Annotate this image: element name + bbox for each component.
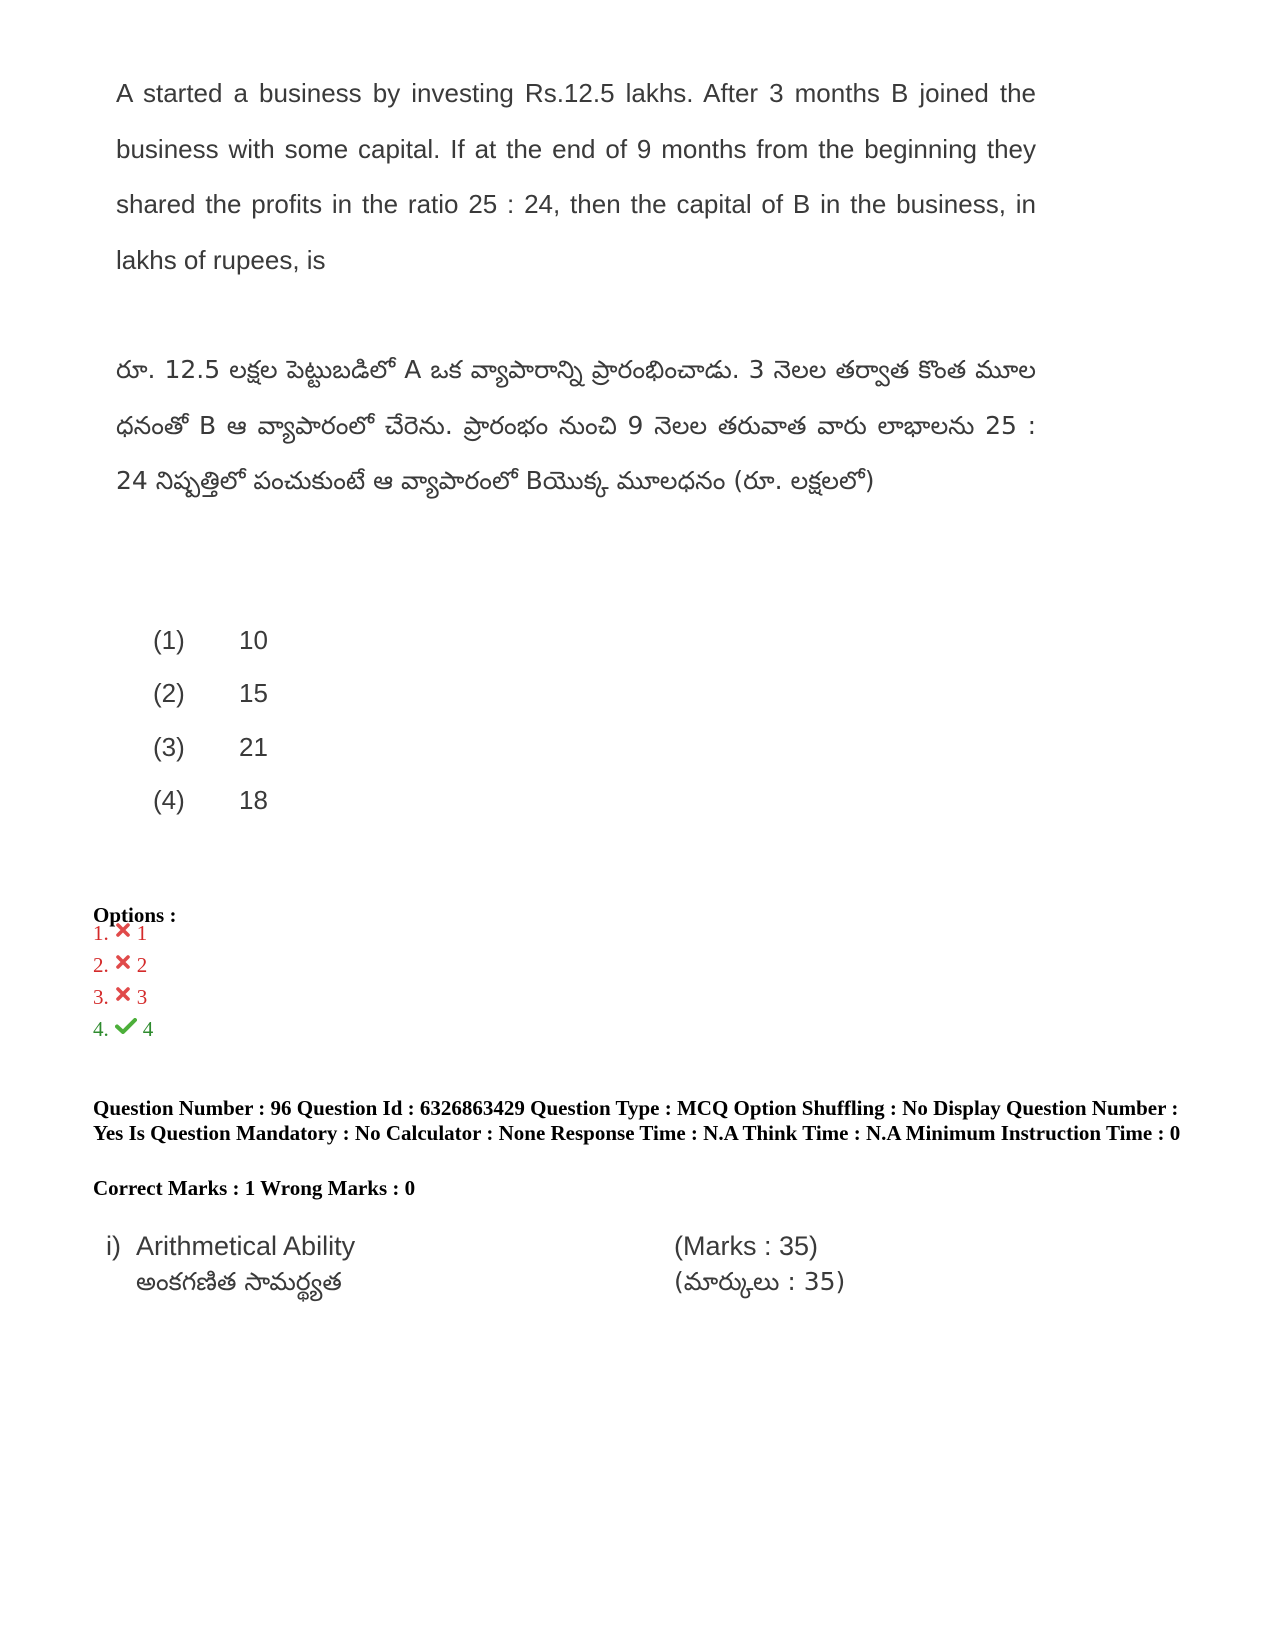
cross-icon xyxy=(115,922,131,938)
option-label: 2 xyxy=(136,953,148,977)
choice-value: 21 xyxy=(239,732,268,762)
choice-number: (1) xyxy=(153,625,185,655)
option-label: 4 xyxy=(142,1017,154,1041)
choice-value: 10 xyxy=(239,625,268,655)
option-label: 3 xyxy=(136,985,148,1009)
cross-icon xyxy=(115,954,131,970)
section-index: i) xyxy=(106,1231,121,1261)
option-item-1 xyxy=(93,920,147,946)
marks-info: Correct Marks : 1 Wrong Marks : 0 xyxy=(93,1176,416,1200)
choice-number: (2) xyxy=(153,678,185,708)
check-icon xyxy=(115,1018,137,1034)
section-title-english: Arithmetical Ability xyxy=(136,1231,356,1261)
question-text-english: A started a business by investing Rs.12.5 lakhs. After 3 months B joined the business with some capital. If at the end of 9 months from the beginning they shared the profits in the ratio 25 : 24, then the capital of B in the business, in lakhs of rupees, is xyxy=(116,78,1036,275)
option-item-4 xyxy=(93,1016,153,1042)
choice-3 xyxy=(153,730,268,764)
choice-2 xyxy=(153,676,268,710)
choice-number: (3) xyxy=(153,732,185,762)
choice-value: 18 xyxy=(239,785,268,815)
section-marks-telugu: (మార్కులు : 35) xyxy=(674,1267,846,1296)
options-heading: Options : xyxy=(93,903,177,927)
option-index: 3. xyxy=(93,985,109,1009)
question-meta: Question Number : 96 Question Id : 6326863429 Question Type : MCQ Option Shuffling : No Display Question Number : Yes Is Question Mandatory : No Calculator : None Response Time : N.A Think Time : N.A Minimum Instruction Time : 0 xyxy=(93,1096,1181,1145)
question-text-telugu: రూ. 12.5 లక్షల పెట్టుబడిలో A ఒక వ్యాపారాన్ని ప్రారంభించాడు. 3 నెలల తర్వాత కొంత మూల ధనంతో B ఆ వ్యాపారంలో చేరెను. ప్రారంభం నుంచి 9 నెలల తరువాత వారు లాభాలను 25 : 24 నిష్పత్తిలో పంచుకుంటే ఆ వ్యాపారంలో Bయొక్క మూలధనం (రూ. లక్షలలో) xyxy=(116,355,1036,495)
choice-4 xyxy=(153,783,268,817)
option-index: 4. xyxy=(93,1017,109,1041)
choice-1 xyxy=(153,623,268,657)
cross-icon xyxy=(115,986,131,1002)
choice-value: 15 xyxy=(239,678,268,708)
choice-number: (4) xyxy=(153,785,185,815)
option-label: 1 xyxy=(136,921,148,945)
section-marks-english: (Marks : 35) xyxy=(674,1231,819,1261)
option-item-2 xyxy=(93,952,147,978)
section-title-telugu: అంకగణిత సామర్థ్యత xyxy=(136,1267,342,1296)
section-heading xyxy=(106,1228,1006,1300)
option-index: 1. xyxy=(93,921,109,945)
option-item-3 xyxy=(93,984,147,1010)
option-index: 2. xyxy=(93,953,109,977)
